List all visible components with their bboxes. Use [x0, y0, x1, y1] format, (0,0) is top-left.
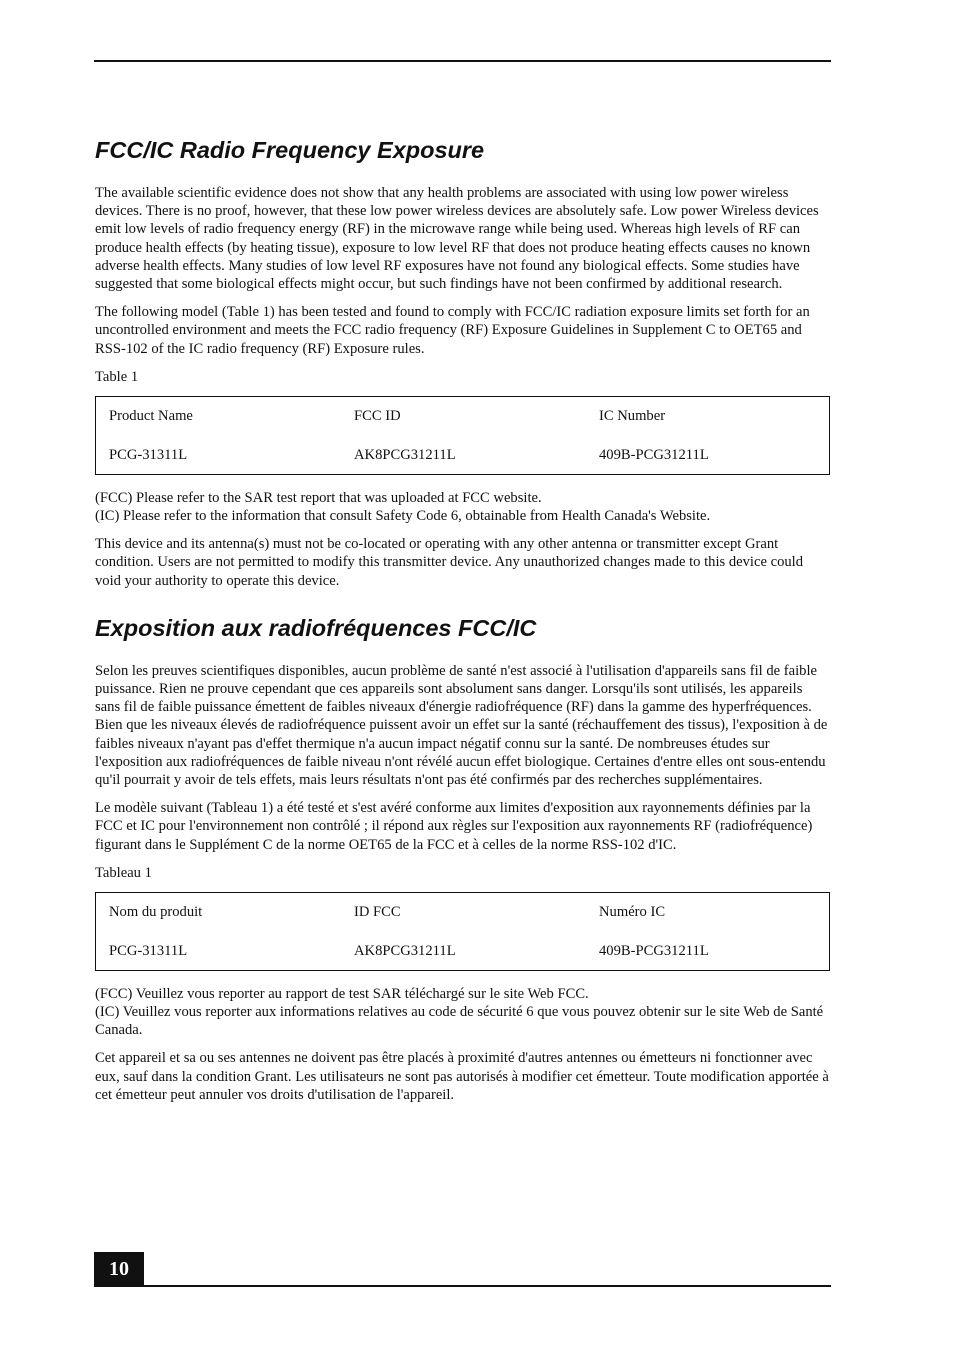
section-fcc-ic-rf-exposure — [95, 134, 830, 590]
header-rule — [94, 60, 831, 62]
notes — [95, 489, 830, 525]
note-ic: (IC) Please refer to the information that consult Safety Code 6, obtainable from Health Canada's Website. — [95, 508, 711, 525]
paragraph: The available scientific evidence does not show that any health problems are associated with using low power wireless devices. There is no proof, however, that these low power wireless devices are absolutely safe. Low power Wireless devices emit low levels of radio frequency energy (RF) in the microwave range while being used. Whereas high levels of RF can produce health effects (by heating tissue), exposure to low level RF that does not produce heating effects causes no known adverse health effects. Many studies of low level RF exposures have not found any biological effects. Some studies have suggested that some biological effects might occur, but such findings have not been confirmed by additional research. — [95, 185, 819, 293]
table-cell: PCG-31311L — [109, 942, 188, 959]
model-table — [95, 396, 830, 475]
paragraph: This device and its antenna(s) must not be co-located or operating with any other antenna or transmitter except Grant condition. Users are not permitted to modify this transmitter device. Any unauthorized changes made to this device could void your authority to operate this device. — [95, 536, 804, 589]
notes — [95, 985, 830, 1040]
section-title: Exposition aux radiofréquences FCC/IC — [95, 614, 537, 641]
note-fcc: (FCC) Please refer to the SAR test report that was uploaded at FCC website. — [95, 489, 542, 506]
section-title: FCC/IC Radio Frequency Exposure — [95, 137, 485, 163]
table-cell: 409B-PCG31211L — [599, 446, 709, 463]
paragraph: The following model (Table 1) has been tested and found to comply with FCC/IC radiation exposure limits set forth for an uncontrolled environment and meets the FCC radio frequency (RF) Exposure Guidelines in Supplement C to OET65 and RSS-102 of the IC radio frequency (RF) Exposure rules. — [95, 304, 810, 357]
table-cell: 409B-PCG31211L — [599, 942, 709, 959]
table-row — [109, 942, 829, 960]
model-table — [95, 892, 830, 971]
table-row — [109, 446, 829, 464]
table-header-cell: FCC ID — [354, 407, 401, 424]
table-header-cell: ID FCC — [354, 903, 401, 920]
table-header-row — [109, 903, 829, 921]
table-caption: Tableau 1 — [95, 864, 152, 881]
paragraph: Le modèle suivant (Tableau 1) a été testé et s'est avéré conforme aux limites d'exposition aux rayonnements définies par la FCC et IC pour l'environnement non contrôlé ; il répond aux règles sur l'exposition aux rayonnements RF (radiofréquence) figurant dans le Supplément C de la norme OET65 de la FCC et à celles de la norme RSS-102 d'IC. — [95, 800, 813, 853]
note-ic: (IC) Veuillez vous reporter aux informations relatives au code de sécurité 6 que vous pouvez obtenir sur le site Web de Santé Canada. — [95, 1004, 824, 1039]
page-number: 10 — [94, 1252, 144, 1286]
note-fcc: (FCC) Veuillez vous reporter au rapport de test SAR téléchargé sur le site Web FCC. — [95, 985, 589, 1002]
paragraph: Selon les preuves scientifiques disponibles, aucun problème de santé n'est associé à l'utilisation d'appareils sans fil de faible puissance. Rien ne prouve cependant que ces appareils sont absolument sans danger. Lorsqu'ils sont utilisés, les appareils sans fil de faible puissance émettent de faibles niveaux d'énergie radiofréquence (RF) dans la gamme des hyperfréquences. Bien que les niveaux élevés de radiofréquence puissent avoir un effet sur la santé (réchauffement des tissus), l'exposition à de faibles niveaux n'ayant pas d'effet thermique n'a aucun impact négatif connu sur la santé. De nombreuses études sur l'exposition aux radiofréquences de faible niveau n'ont révélé aucun effet biologique. Certaines d'entre elles ont sous-entendu qu'il pourrait y avoir de tels effets, mais leurs résultats n'ont pas été confirmés par des recherches supplémentaires. — [95, 662, 828, 789]
footer-rule — [94, 1285, 831, 1287]
table-cell: PCG-31311L — [109, 446, 188, 463]
table-header-cell: Numéro IC — [599, 903, 666, 920]
table-header-cell: Nom du produit — [109, 903, 203, 920]
table-header-cell: IC Number — [599, 407, 666, 424]
paragraph: Cet appareil et sa ou ses antennes ne doivent pas être placés à proximité d'autres antennes ou émetteurs ni fonctionner avec eux, sauf dans la condition Grant. Les utilisateurs ne sont pas autorisés à modifier cet émetteur. Toute modification apportée à cet émetteur peut annuler vos droits d'utilisation de l'appareil. — [95, 1050, 829, 1103]
table-cell: AK8PCG31211L — [354, 446, 456, 463]
table-header-row — [109, 407, 829, 425]
section-exposition-radiofrequences — [95, 612, 830, 1104]
table-cell: AK8PCG31211L — [354, 942, 456, 959]
page-content — [95, 134, 830, 1114]
table-caption: Table 1 — [95, 368, 139, 385]
table-header-cell: Product Name — [109, 407, 193, 424]
